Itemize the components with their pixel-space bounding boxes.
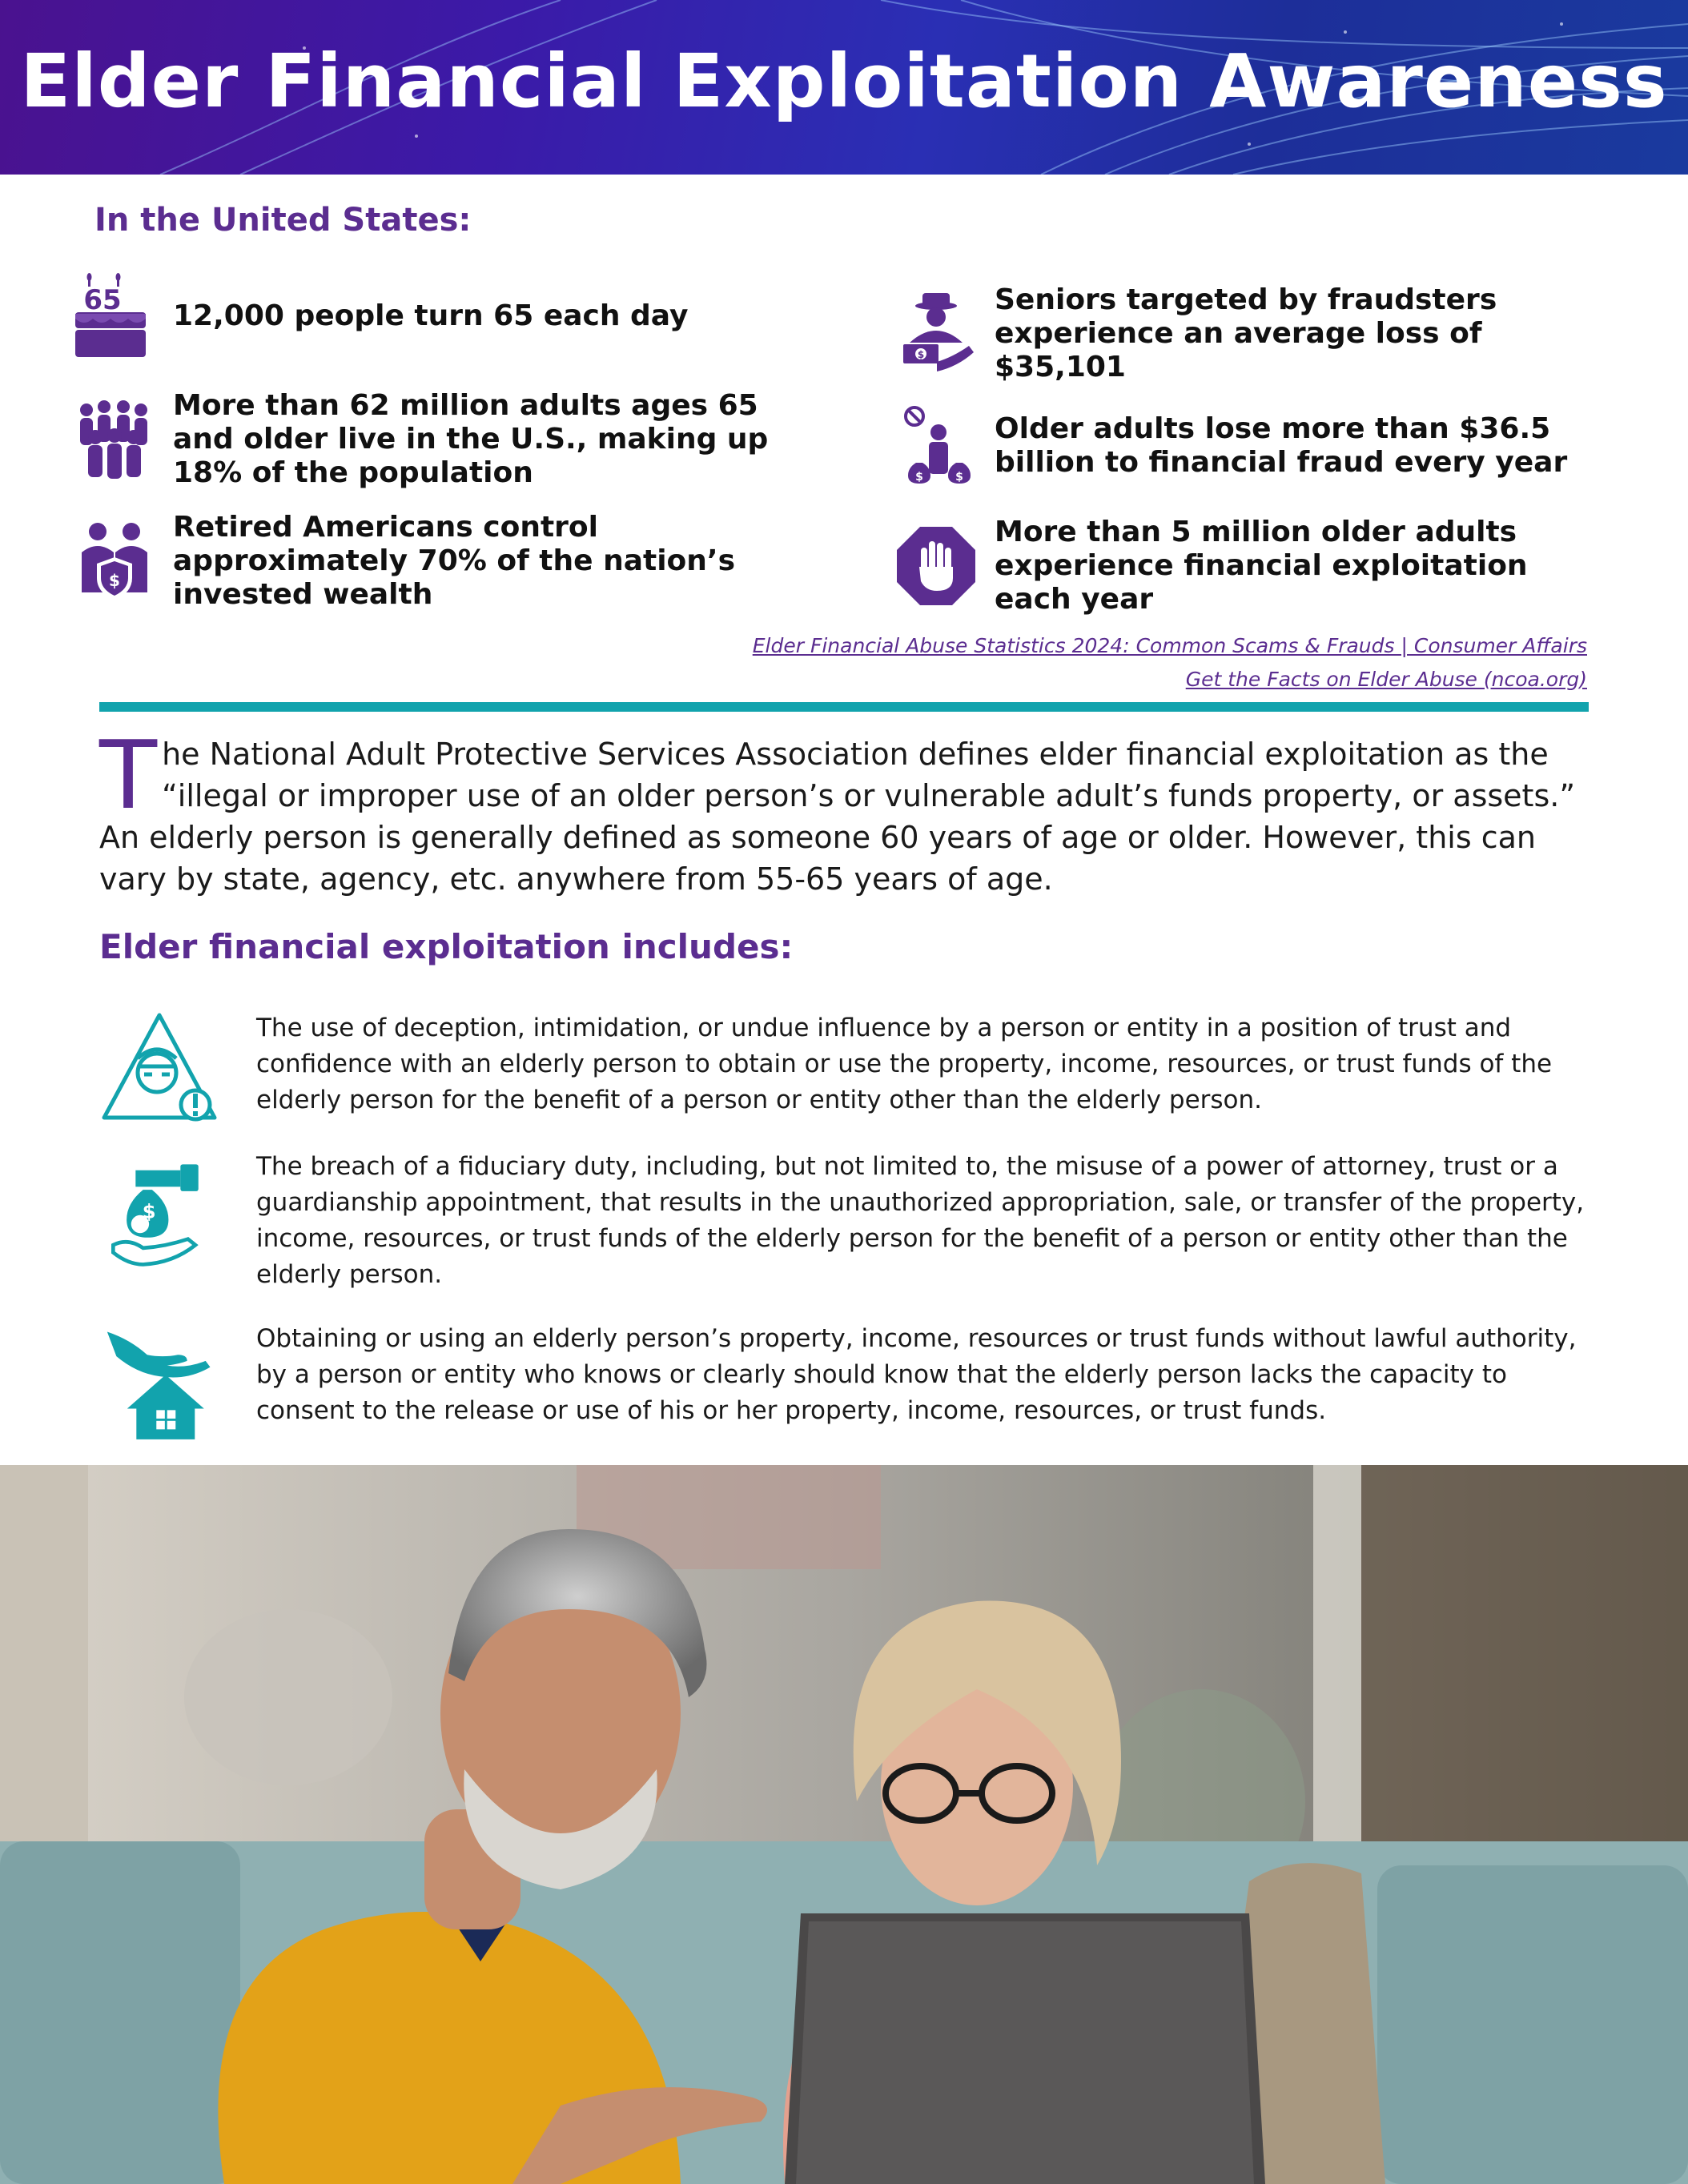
svg-text:$: $ xyxy=(917,349,925,360)
fraudster-icon xyxy=(892,290,980,378)
svg-text:$: $ xyxy=(955,471,963,484)
thief-warning-icon xyxy=(99,1010,219,1130)
stat-average-loss xyxy=(892,283,1613,384)
includes-item-text: The breach of a fiduciary duty, including, but not limited to, the misuse of a power of attorney, trust or a guardianship appointment, that results in the unauthorized appropriation, sale, or transfer of the property, income, resources, or trust funds of the elderly person for the benefit of a person or entity other than the elderly person. xyxy=(256,1152,1585,1289)
intro-paragraph xyxy=(99,720,1589,900)
header-banner xyxy=(0,0,1688,175)
stat-5-million xyxy=(892,516,1613,616)
includes-item-deception xyxy=(99,1010,1589,1138)
section-divider xyxy=(99,702,1589,712)
crowd-icon xyxy=(70,395,159,484)
stat-text: 12,000 people turn 65 each day xyxy=(173,299,689,332)
includes-heading: Elder financial exploitation includes: xyxy=(99,927,794,966)
intro-text: he National Adult Protective Services Association defines elder financial exploitation as the “illegal or improper use of an older person’s or vulnerable adult’s funds property, or assets.” An elderly person is generally defined as someone 60 years of age or older. However, this can vary by state, agency, etc. anywhere from 55-65 years of age. xyxy=(99,737,1576,897)
includes-item-text: The use of deception, intimidation, or undue influence by a person or entity in a position of trust and confidence with an elderly person to obtain or use the property, income, resources, or trust funds of the elderly person for the benefit of a person or entity other than the elderly person. xyxy=(256,1014,1553,1114)
includes-item-without-authority xyxy=(99,1321,1589,1441)
drop-cap: T xyxy=(99,720,158,830)
stat-62-million xyxy=(70,389,791,490)
money-bag-hands-icon xyxy=(106,1149,218,1277)
money-loss-icon xyxy=(892,402,980,490)
cake-number: 65 xyxy=(83,284,122,316)
stat-text: Retired Americans control approximately 70% of the nation’s invested wealth xyxy=(173,511,735,611)
source-link-consumer-affairs[interactable]: Elder Financial Abuse Statistics 2024: Common Scams & Frauds | Consumer Affairs xyxy=(752,634,1587,657)
source-link-ncoa[interactable]: Get the Facts on Elder Abuse (ncoa.org) xyxy=(1185,668,1587,691)
sources-list xyxy=(753,629,1587,697)
stat-70-percent-wealth xyxy=(70,511,791,612)
us-section-heading: In the United States: xyxy=(94,202,472,239)
includes-item-fiduciary xyxy=(99,1149,1589,1293)
stat-text: Older adults lose more than $36.5 billion to financial fraud every year xyxy=(995,412,1568,479)
couple-shield-icon xyxy=(70,517,159,605)
svg-text:$: $ xyxy=(142,1199,156,1223)
stat-text: More than 62 million adults ages 65 and older live in the U.S., making up 18% of the population xyxy=(173,389,769,489)
stat-36-billion xyxy=(892,402,1613,490)
page-title: Elder Financial Exploitation Awareness xyxy=(20,38,1668,124)
hand-house-icon xyxy=(104,1315,219,1443)
stat-turn-65 xyxy=(70,272,791,360)
birthday-cake-icon xyxy=(70,272,159,360)
stop-hand-icon xyxy=(892,522,980,610)
svg-text:$: $ xyxy=(915,471,923,484)
stat-text: More than 5 million older adults experience financial exploitation each year xyxy=(995,516,1528,616)
stat-text: Seniors targeted by fraudsters experience an average loss of $35,101 xyxy=(995,283,1497,383)
svg-text:$: $ xyxy=(109,571,120,590)
includes-item-text: Obtaining or using an elderly person’s property, income, resources or trust funds without lawful authority, by a person or entity who knows or clearly should know that the elderly person lacks the capacity to consent to the release or use of his or her property, income, resources, or trust funds. xyxy=(256,1324,1577,1425)
couple-with-laptop-photo xyxy=(0,1465,1688,2184)
